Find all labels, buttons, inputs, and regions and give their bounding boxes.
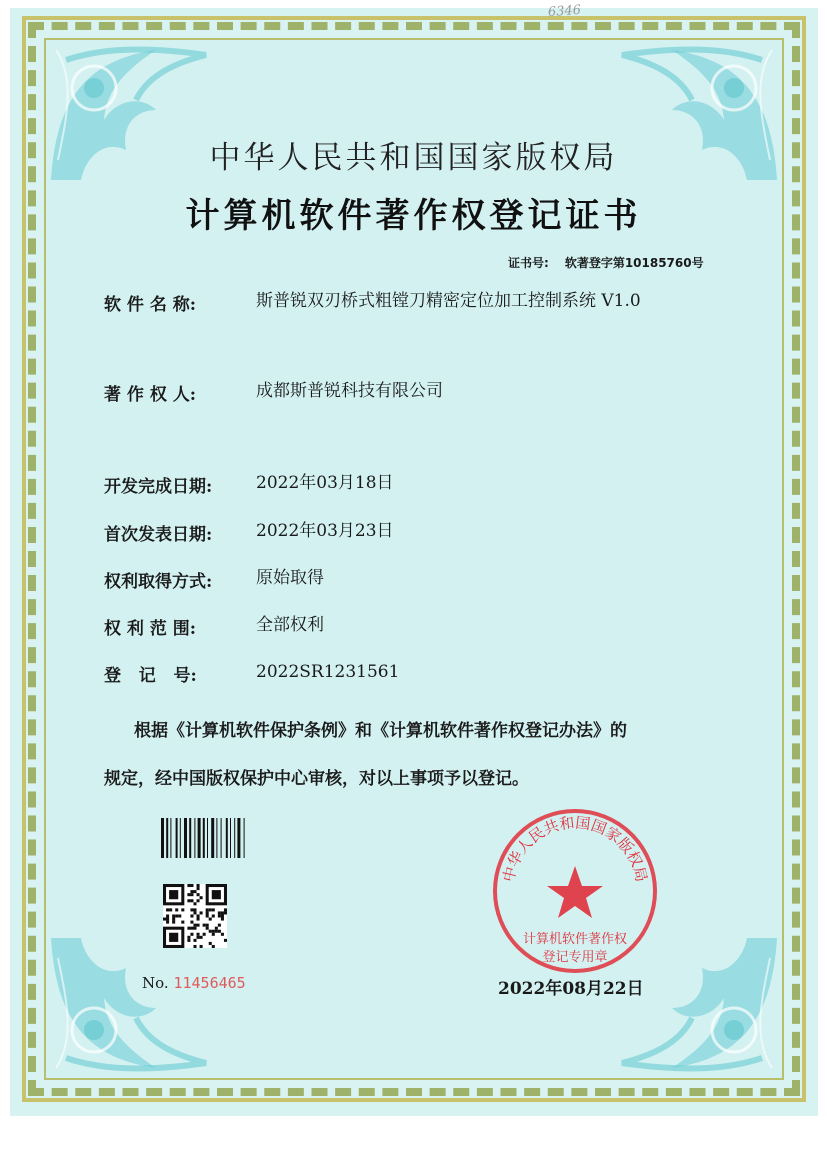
- field-row-registration-number: [104, 661, 676, 686]
- field-row-rights-scope: [104, 614, 676, 639]
- certificate-number-label: 证书号:: [508, 256, 549, 270]
- field-row-copyright-owner: [104, 380, 676, 405]
- field-row-software-name: [104, 290, 676, 315]
- field-value: 全部权利: [256, 615, 324, 635]
- field-label: 软 件 名 称:: [104, 295, 197, 315]
- field-value: 斯普锐双刃桥式粗镗刀精密定位加工控制系统 V1.0: [256, 291, 641, 311]
- field-value: 2022年03月18日: [256, 473, 394, 493]
- statement-line-2: 规定，经中国版权保护中心审核，对以上事项予以登记。: [104, 769, 529, 789]
- field-value: 成都斯普锐科技有限公司: [256, 381, 443, 401]
- qr-code: [163, 884, 227, 948]
- field-row-completion-date: [104, 472, 676, 497]
- barcode: [161, 818, 277, 858]
- serial-prefix: No.: [142, 974, 169, 992]
- field-row-publish-date: [104, 520, 676, 545]
- issuer-name: 中华人民共和国国家版权局: [209, 140, 618, 176]
- field-label: 著 作 权 人:: [104, 385, 197, 405]
- serial-value: 11456465: [173, 974, 246, 992]
- seal-text-line-2: 登记专用章: [542, 950, 608, 965]
- field-value: 2022年03月23日: [256, 521, 394, 541]
- field-label: 登 记 号:: [104, 666, 197, 686]
- field-label: 权 利 范 围:: [104, 619, 197, 639]
- certificate-title: 计算机软件著作权登记证书: [185, 196, 642, 236]
- seal-text-line-1: 计算机软件著作权: [522, 932, 627, 947]
- certificate-number: [508, 254, 704, 271]
- issue-date: 2022年08月22日: [498, 979, 644, 999]
- certificate-number-value: 软著登字第10185760号: [564, 256, 704, 270]
- field-value: 原始取得: [256, 568, 324, 588]
- handwritten-note: 6346: [547, 2, 582, 21]
- seal-ring-text: 中华人民共和国国家版权局: [499, 813, 651, 884]
- corner-ornament-bottom-left: [46, 928, 216, 1078]
- statement-line-1: 根据《计算机软件保护条例》和《计算机软件著作权登记办法》的: [134, 721, 627, 741]
- field-label: 开发完成日期:: [104, 477, 213, 497]
- field-label: 权利取得方式:: [104, 572, 213, 592]
- serial-number: [142, 974, 246, 992]
- field-label: 首次发表日期:: [104, 525, 213, 545]
- field-row-acquisition-method: [104, 567, 676, 592]
- field-value: 2022SR1231561: [256, 662, 400, 682]
